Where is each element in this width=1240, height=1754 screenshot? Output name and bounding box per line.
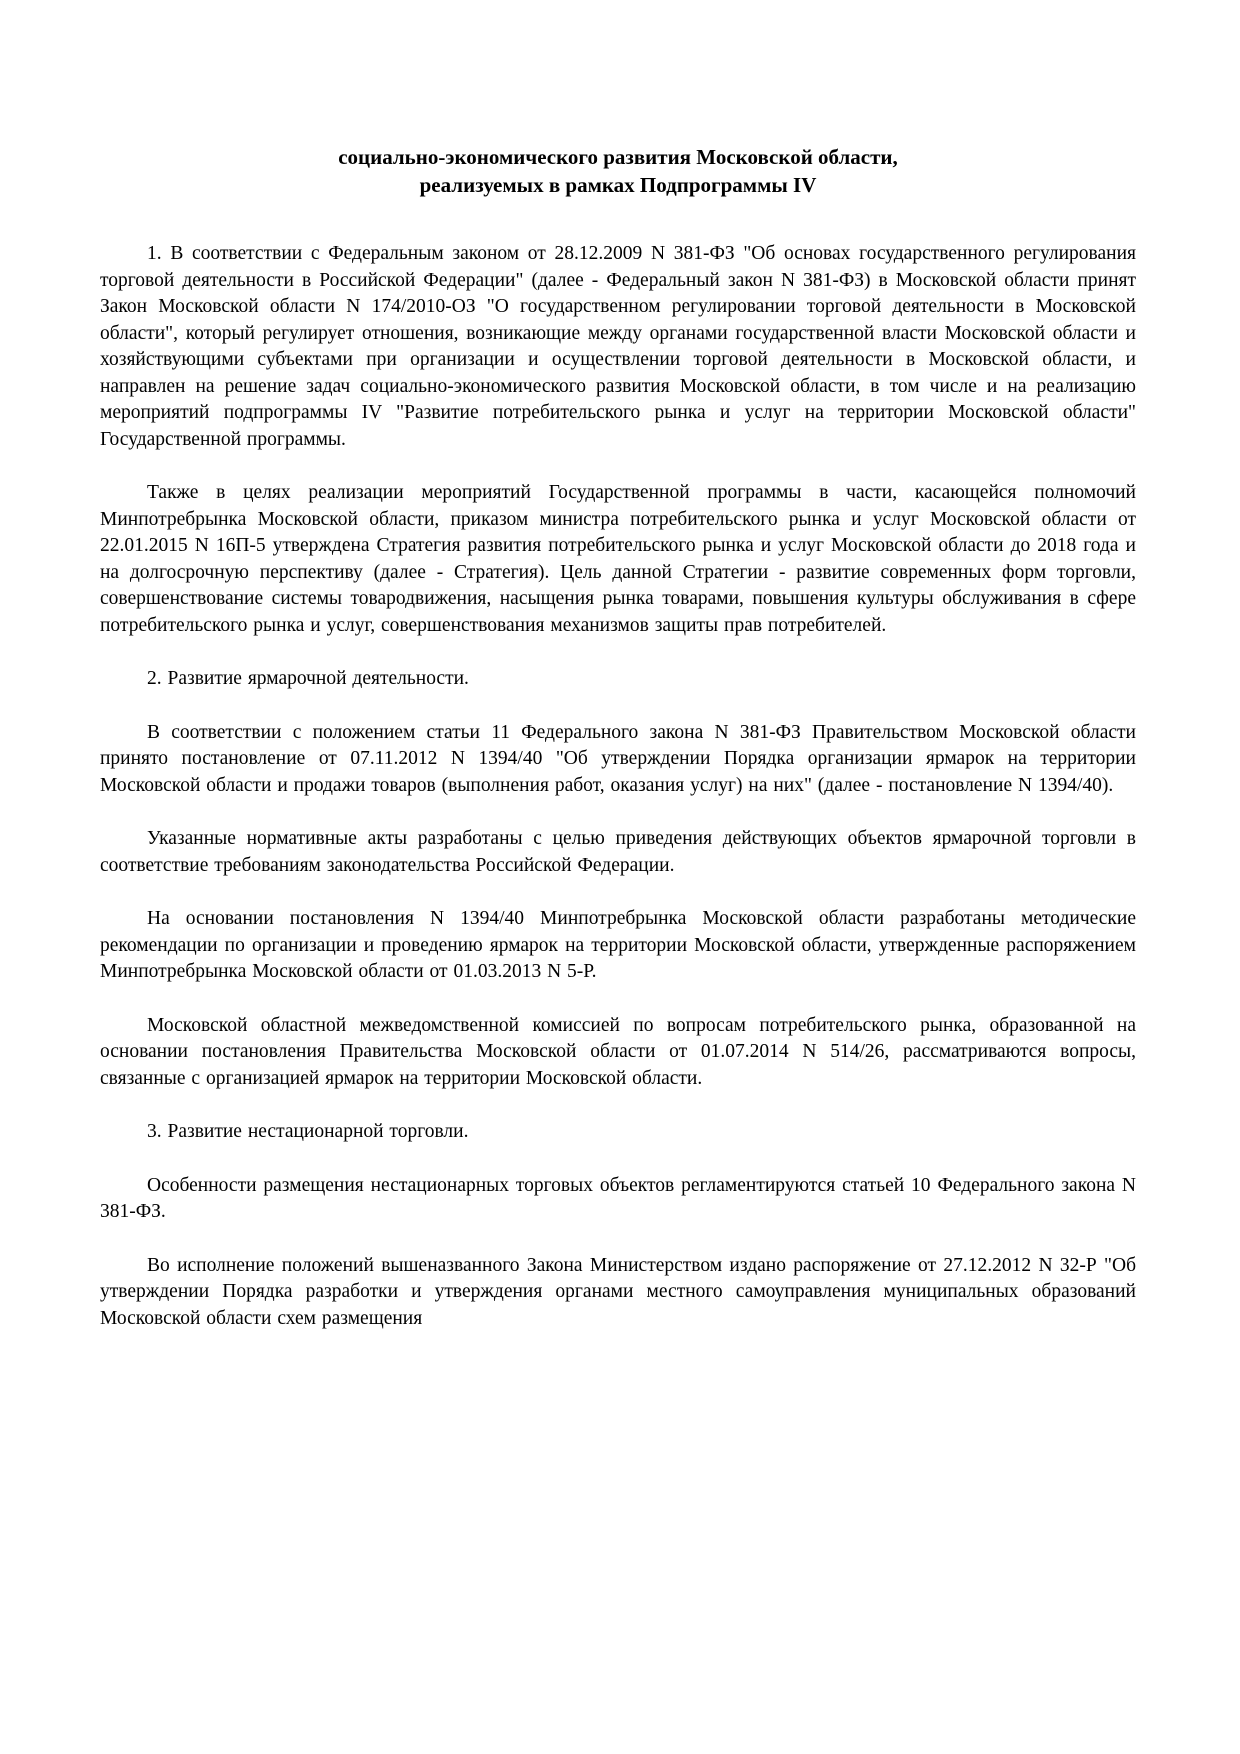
paragraph-10-order-32-r: Во исполнение положений вышеназванного Закона Министерством издано распоряжение от 27.12.2012 N 32-Р "Об утверждении Порядка разработки и утверждения органами местного самоуправления муниципальных образований Московской области схем размещения	[100, 1254, 1136, 1329]
paragraph-6-methodical-recommendations: На основании постановления N 1394/40 Минпотребрынка Московской области разработаны методические рекомендации по организации и проведению ярмарок на территории Московской области, утвержденные распоряжением Минпотребрынка Московской области от 01.03.2013 N 5-Р.	[100, 908, 1136, 982]
section-heading-2-fairs: 2. Развитие ярмарочной деятельности.	[147, 668, 469, 689]
document-title-line-1: социально-экономического развития Московской области,	[338, 145, 898, 169]
document-title	[100, 143, 1136, 199]
document-title-line-2: реализуемых в рамках Подпрограммы IV	[419, 173, 817, 197]
paragraph-4-resolution-1394-40: В соответствии с положением статьи 11 Федерального закона N 381-ФЗ Правительством Московской области принято постановление от 07.11.2012 N 1394/40 "Об утверждении Порядка организации ярмарок на территории Московской области и продажи товаров (выполнения работ, оказания услуг) на них" (далее - постановление N 1394/40).	[100, 721, 1136, 796]
paragraph-7-interdepartmental-commission: Московской областной межведомственной комиссией по вопросам потребительского рынка, образованной на основании постановления Правительства Московской области от 01.07.2014 N 514/26, рассматриваются вопросы, связанные с организацией ярмарок на территории Московской области.	[100, 1014, 1136, 1089]
paragraph-9-article-10: Особенности размещения нестационарных торговых объектов регламентируются статьей 10 Федерального закона N 381-ФЗ.	[100, 1174, 1136, 1222]
section-heading-3-nonstationary-trade: 3. Развитие нестационарной торговли.	[147, 1121, 469, 1142]
paragraph-5-normative-acts: Указанные нормативные акты разработаны с целью приведения действующих объектов ярмарочной торговли в соответствие требованиям законодательства Российской Федерации.	[100, 828, 1136, 876]
paragraph-1-intro-federal-law: 1. В соответствии с Федеральным законом от 28.12.2009 N 381-ФЗ "Об основах государственного регулирования торговой деятельности в Российской Федерации" (далее - Федеральный закон N 381-ФЗ) в Московской области принят Закон Московской области N 174/2010-ОЗ "О государственном регулировании торговой деятельности в Московской области", который регулирует отношения, возникающие между органами государственной власти Московской области и хозяйствующими субъектами при организации и осуществлении торговой деятельности в Московской области, и направлен на решение задач социально-экономического развития Московской области, в том числе и на реализацию мероприятий подпрограммы IV "Развитие потребительского рынка и услуг на территории Московской области" Государственной программы.	[100, 243, 1136, 450]
paragraph-2-strategy: Также в целях реализации мероприятий Государственной программы в части, касающейся полномочий Минпотребрынка Московской области, приказом министра потребительского рынка и услуг Московской области от 22.01.2015 N 16П-5 утверждена Стратегия развития потребительского рынка и услуг Московской области до 2018 года и на долгосрочную перспективу (далее - Стратегия). Цель данной Стратегии - развитие современных форм торговли, совершенствование системы товародвижения, насыщения рынка товарами, повышения культуры обслуживания в сфере потребительского рынка и услуг, совершенствования механизмов защиты прав потребителей.	[100, 482, 1136, 636]
document-body	[100, 241, 1136, 1332]
